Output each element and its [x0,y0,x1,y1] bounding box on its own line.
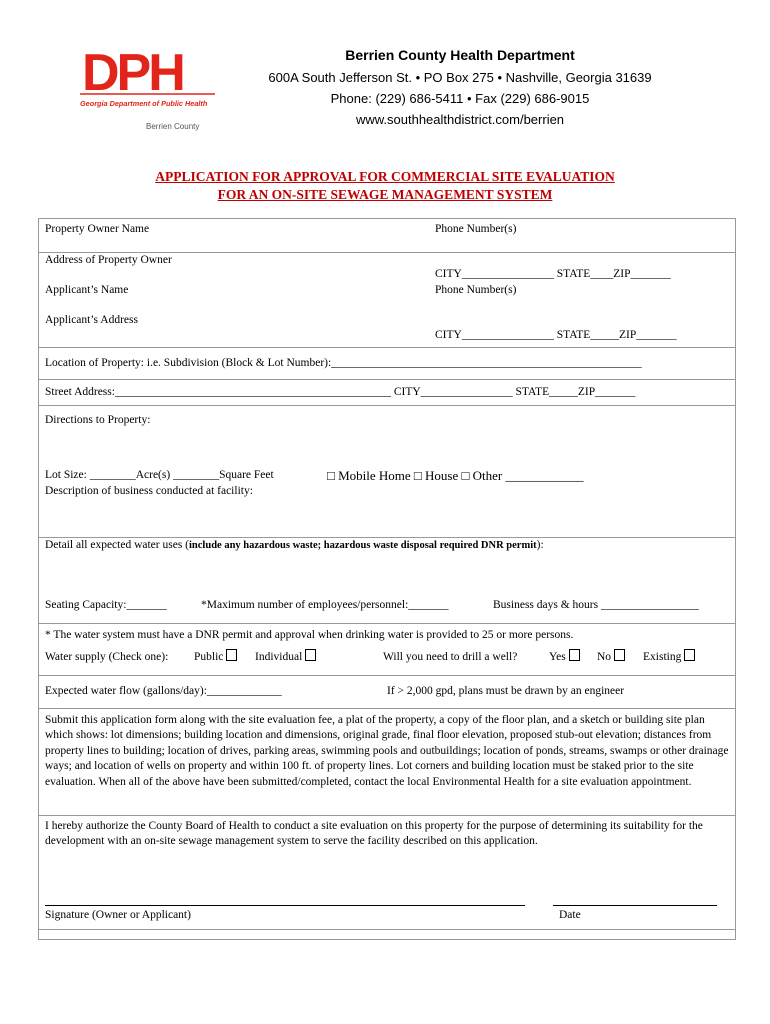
department-phone-fax: Phone: (229) 686-5411 • Fax (229) 686-9015 [330,91,590,106]
no-label: No [597,651,612,663]
no-checkbox[interactable] [614,649,625,661]
dph-logo [80,46,220,138]
water-flow-field[interactable]: Expected water flow (gallons/day):_____________ [45,685,282,697]
applicant-phone-field[interactable]: Phone Number(s) [435,284,517,296]
individual-checkbox[interactable] [305,649,316,661]
water-supply-label: Water supply (Check one): [45,651,169,663]
engineer-plans-note: If > 2,000 gpd, plans must be drawn by an engineer [387,685,625,697]
existing-checkbox[interactable] [684,649,695,661]
date-line[interactable] [553,905,717,906]
drill-well-no-option[interactable] [597,649,625,663]
public-checkbox[interactable] [226,649,237,661]
drill-well-yes-option[interactable] [549,649,580,663]
water-supply-individual-option[interactable] [255,649,316,663]
owner-city-state-zip-field[interactable]: CITY________________ STATE____ZIP_______ [435,268,671,280]
department-address: 600A South Jefferson St. • PO Box 275 • Nashville, Georgia 31639 [268,70,652,85]
dph-logo-letters: DPH [82,46,183,102]
lot-size-field[interactable]: Lot Size: ________Acre(s) ________Square Feet [45,469,274,481]
signature-line[interactable] [45,905,525,906]
drill-well-existing-option[interactable] [643,649,695,663]
water-uses-end: ): [536,539,544,551]
yes-label: Yes [549,651,566,663]
water-uses-label: Detail all expected water uses ( [45,539,190,551]
department-name: Berrien County Health Department [345,47,575,63]
applicant-name-field[interactable]: Applicant’s Name [45,284,129,296]
dph-department-name: Georgia Department of Public Health [80,99,208,108]
drill-well-question: Will you need to drill a well? [383,651,518,663]
submission-instructions: Submit this application form along with the site evaluation fee, a plat of the property, a copy of the floor plan, and a sketch or building site plan which shows: lot dimensions; building location and dimensions, original grade, final floor elevation, proposed stub-out elevation; distances from property lines to building; location of drives, parking areas, swimming pools and outbuildings; location of ponds, streams, swamps or other drainage ways; and location of wells on property and within 100 ft. of property lines. Lot corners and building location must be staked prior to the site evaluation. When all of the above have been submitted/completed, contact the local Environmental Health for a site evaluation appointment. [45,714,729,788]
dph-county-name: Berrien County [146,122,200,131]
applicant-city-state-zip-field[interactable]: CITY________________ STATE_____ZIP_______ [435,329,677,341]
property-location-field[interactable]: Location of Property: i.e. Subdivision (Block & Lot Number):______________________________________________________ [45,357,642,369]
authorization-statement: I hereby authorize the County Board of Health to conduct a site evaluation on this property for the purpose of determining its suitability for the development with an on-site sewage management system to serve the facility described on this application. [45,820,703,848]
date-label: Date [559,909,581,921]
department-website[interactable]: www.southhealthdistrict.com/berrien [355,112,565,127]
water-uses-hazard-note: include any hazardous waste; hazardous waste disposal required DNR permit [189,540,537,551]
water-supply-public-option[interactable] [194,649,237,663]
yes-checkbox[interactable] [569,649,580,661]
dph-logo-graphic [80,46,220,138]
owner-address-field[interactable]: Address of Property Owner [45,254,172,266]
seating-capacity-field[interactable]: Seating Capacity:_______ [45,599,167,611]
home-type-options[interactable]: □ Mobile Home □ House □ Other ____________ [327,468,584,483]
signature-label: Signature (Owner or Applicant) [45,909,191,921]
application-form [38,218,736,940]
owner-phone-field[interactable]: Phone Number(s) [435,223,517,235]
individual-label: Individual [255,651,303,663]
public-label: Public [194,651,224,663]
dnr-permit-note: * The water system must have a DNR permit and approval when drinking water is provided to 25 or more persons. [45,629,574,641]
water-uses-field[interactable] [45,539,544,551]
existing-label: Existing [643,651,682,663]
form-title-line1: APPLICATION FOR APPROVAL FOR COMMERCIAL SITE EVALUATION [155,169,615,184]
directions-field[interactable]: Directions to Property: [45,414,151,426]
applicant-address-field[interactable]: Applicant’s Address [45,314,138,326]
max-employees-field[interactable]: *Maximum number of employees/personnel:_______ [201,599,449,611]
form-title-line2: FOR AN ON-SITE SEWAGE MANAGEMENT SYSTEM [217,187,553,202]
business-description-field[interactable]: Description of business conducted at facility: [45,485,253,497]
property-owner-name-field[interactable]: Property Owner Name [45,223,150,235]
business-days-field[interactable]: Business days & hours _________________ [493,599,699,611]
street-address-field[interactable]: Street Address:________________________________________________ CITY________________ STATE_____ZIP_______ [45,386,636,398]
